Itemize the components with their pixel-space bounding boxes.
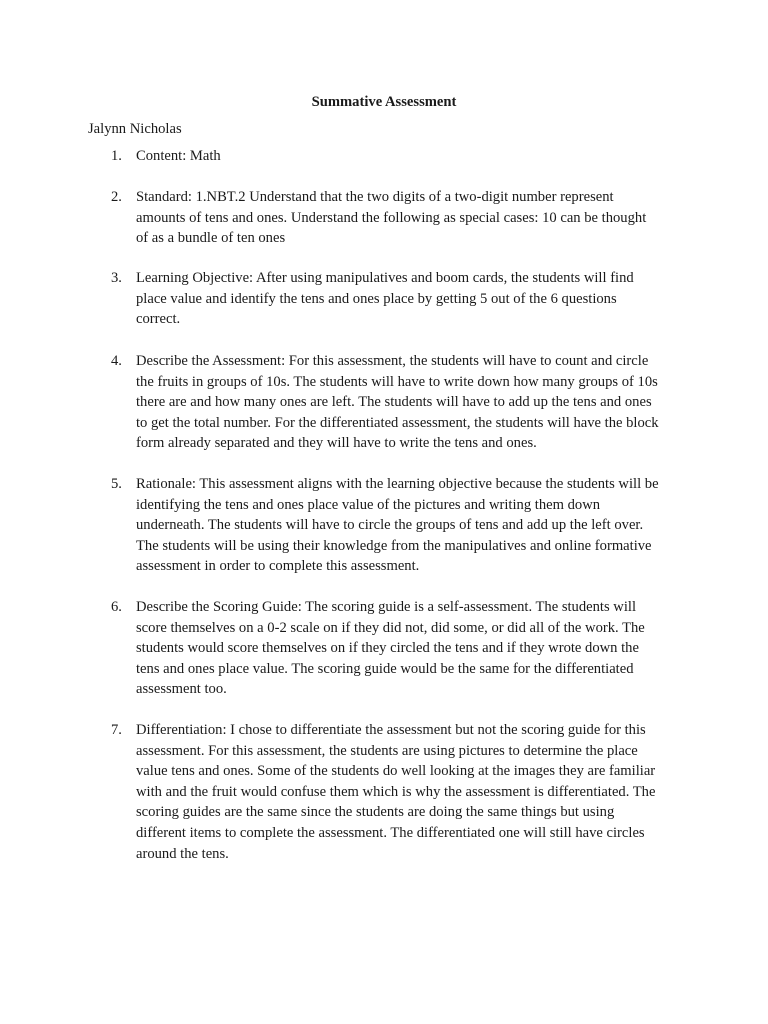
text-line: Content: Math [136, 148, 221, 164]
text-line: Differentiation: I chose to differentiate the assessment but not the scoring guide for this [136, 722, 646, 738]
text-line: form already separated and they will have to write the tens and ones. [136, 435, 537, 452]
list-item-text [136, 474, 678, 577]
document-title: Summative Assessment [311, 94, 457, 110]
text-line: the fruits in groups of 10s. The students will have to write down how many groups of 10s [136, 373, 658, 390]
text-line: value tens and ones. Some of the students do well looking at the images they are familiar [136, 763, 656, 780]
list-item-number: 6. [111, 599, 122, 615]
author-name: Jalynn Nicholas [88, 121, 182, 137]
text-line: score themselves on a 0-2 scale on if they did not, did some, or did all of the work. The [136, 619, 645, 636]
text-line: assessment too. [136, 681, 227, 698]
text-line: different items to complete the assessment. The differentiated one will still have circles [136, 824, 645, 841]
text-line: of as a bundle of ten ones [136, 230, 286, 247]
text-line: assessment in order to complete this assessment. [136, 558, 420, 575]
text-line: around the tens. [136, 845, 229, 862]
list-item-text [136, 720, 678, 864]
text-line: place value and identify the tens and ones place by getting 5 out of the 6 questions [136, 290, 617, 307]
list-item-number: 1. [111, 148, 122, 164]
text-line: Describe the Scoring Guide: The scoring guide is a self-assessment. The students will [136, 599, 637, 615]
list-item-number: 4. [111, 353, 122, 369]
list-item-text [136, 146, 678, 167]
text-line: The students will be using their knowledge from the manipulatives and online formative [136, 537, 652, 554]
text-line: underneath. The students will have to circle the groups of tens and add up the left over. [136, 517, 644, 534]
list-item-text [136, 597, 678, 700]
list-item-number: 5. [111, 476, 122, 492]
text-line: Standard: 1.NBT.2 Understand that the two digits of a two-digit number represent [136, 189, 614, 205]
list-item-text [136, 268, 678, 330]
text-line: there are and how many ones are left. The students will have to add up the tens and ones [136, 394, 652, 411]
text-line: correct. [136, 311, 181, 328]
text-line: to get the total number. For the differentiated assessment, the students will have the block [136, 414, 659, 431]
list-item-text [136, 351, 678, 454]
text-line: identifying the tens and ones place value of the pictures and writing them down [136, 496, 601, 513]
text-line: assessment. For this assessment, the students are using pictures to determine the place [136, 742, 638, 759]
list-item-number: 7. [111, 722, 122, 738]
list-item-number: 2. [111, 189, 122, 205]
text-line: Rationale: This assessment aligns with the learning objective because the students will be [136, 476, 659, 492]
list-item-number: 3. [111, 270, 122, 286]
text-line: Describe the Assessment: For this assessment, the students will have to count and circle [136, 353, 649, 369]
text-line: with and the fruit would confuse them which is why the assessment is differentiated. The [136, 783, 656, 800]
text-line: tens and ones place value. The scoring guide would be the same for the differentiated [136, 660, 634, 677]
text-line: Learning Objective: After using manipulatives and boom cards, the students will find [136, 270, 634, 286]
list-item-text [136, 187, 678, 249]
text-line: amounts of tens and ones. Understand the following as special cases: 10 can be thought [136, 209, 647, 226]
text-line: scoring guides are the same since the students are doing the same things but using [136, 804, 615, 821]
text-line: students would score themselves on if they circled the tens and if they wrote down the [136, 640, 639, 657]
